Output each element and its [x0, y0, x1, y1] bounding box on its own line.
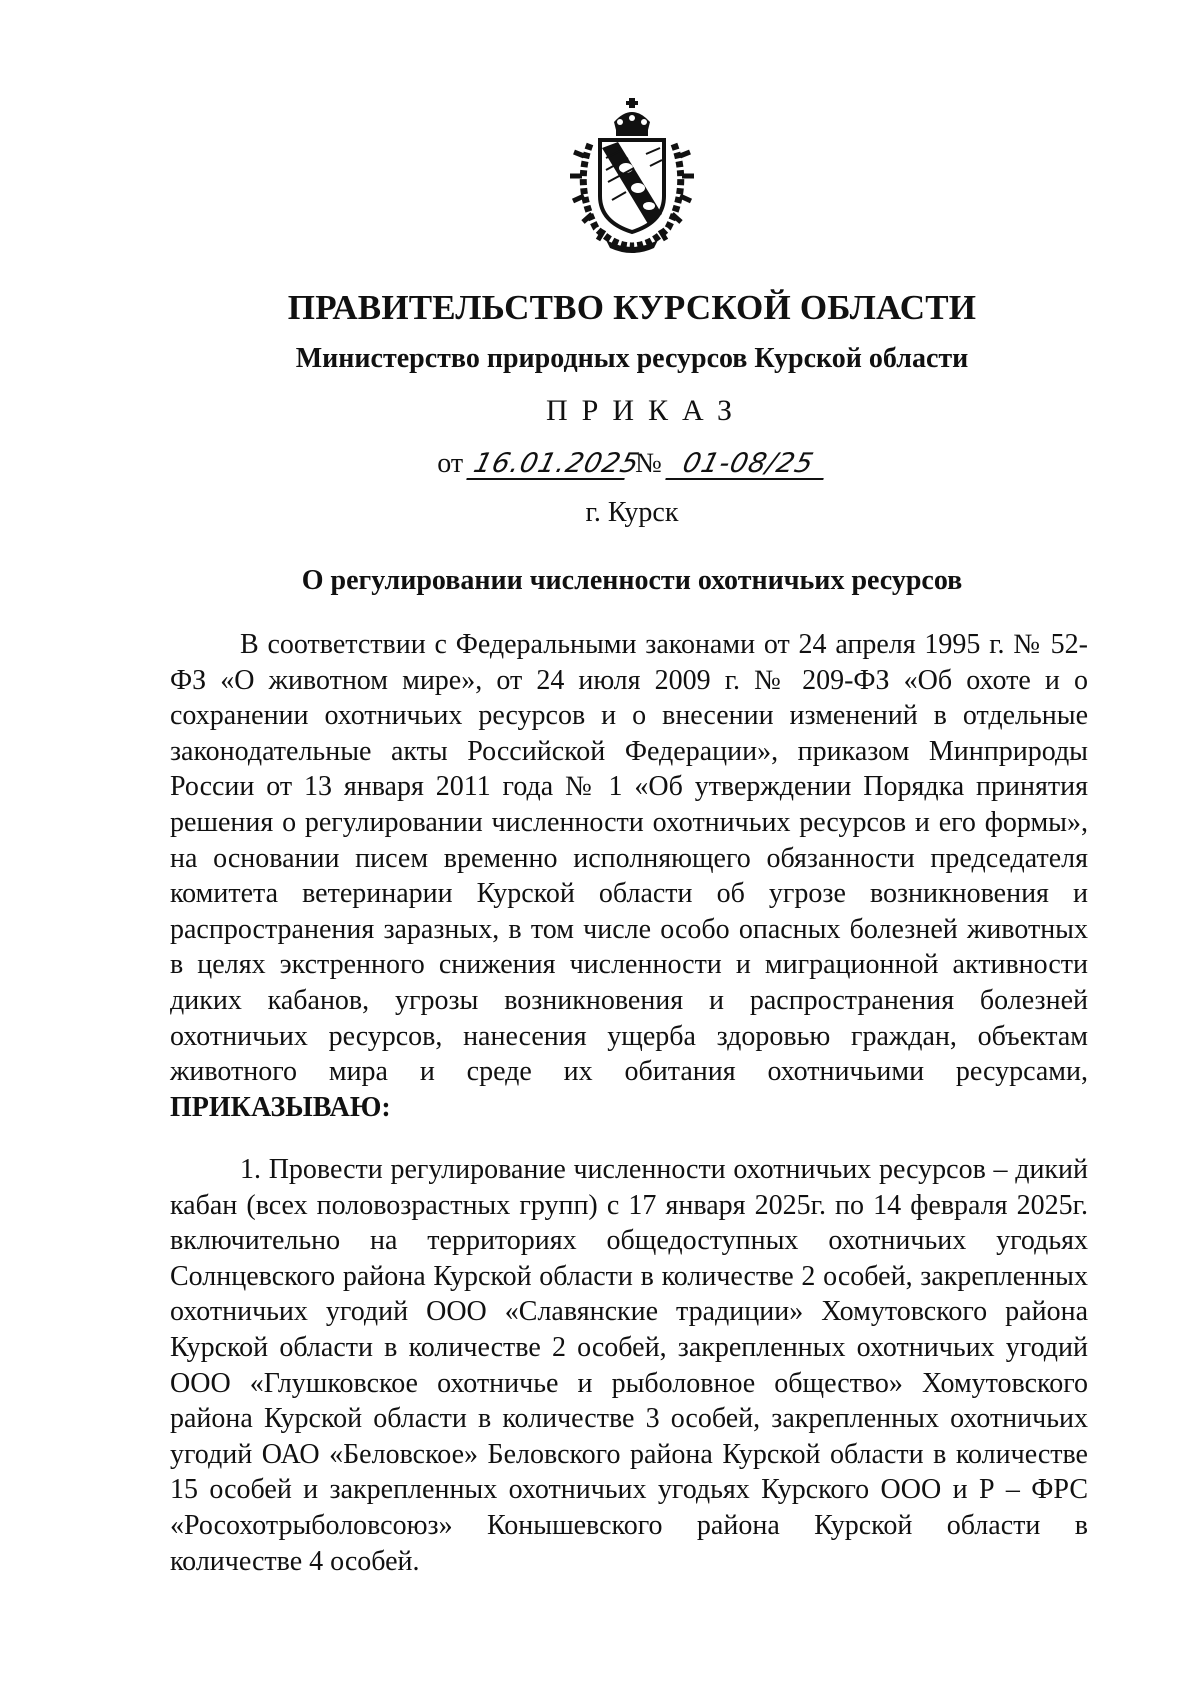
number-prefix: № [635, 448, 662, 479]
coat-of-arms-icon [562, 96, 702, 256]
city: г. Курск [585, 497, 679, 528]
ministry-name: Министерство природных ресурсов Курской области [295, 343, 969, 374]
preamble-text: В соответствии с Федеральными законами от 24 апреля 1995 г. № 52-ФЗ «О животном мире», от 24 июля 2009 г. № 209-ФЗ «Об охоте и о сохранении охотничьих ресурсов и о внесении изменений в отдельные законодательные акты Российской Федерации», приказом Минприроды России от 13 января 2011 года № 1 «Об утверждении Порядка принятия решения о регулировании численности охотничьих ресурсов и его формы», на основании писем временно исполняющего обязанности председателя комитета ветеринарии Курской области об угрозе возникновения и распространения заразных, в том числе особо опасных болезней животных в целях экстренного снижения численности и миграционной активности диких кабанов, угрозы возникновения и распространения болезней охотничьих ресурсов, нанесения ущерба здоровью граждан, объектам животного мира и среде их обитания охотничьими ресурсами, [170, 629, 1088, 1088]
item-number: 1. [240, 1154, 261, 1185]
handwritten-number: 01-08/25 [665, 450, 830, 480]
order-subject: О регулировании численности охотничьих ресурсов [301, 565, 963, 596]
date-number-line [0, 448, 1200, 480]
handwritten-date: 16.01.2025 [466, 450, 631, 480]
order-word: ПРИКАЗЫВАЮ: [170, 1091, 391, 1123]
document-type: ПРИКАЗ [546, 394, 746, 427]
item-text: Провести регулирование численности охотничьих ресурсов – дикий кабан (всех половозрастных групп) с 17 января 2025г. по 14 февраля 2025г. включительно на территориях общедоступных охотничьих угодьях Солнцевского района Курской области в количестве 2 особей, закрепленных охотничьих угодий ООО «Славянские традиции» Хомутовского района Курской области в количестве 2 особей, закрепленных охотничьих угодий ООО «Глушковское охотничье и рыболовное общество» Хомутовского района Курской области в количестве 3 особей, закрепленных охотничьих угодий ОАО «Беловское» Беловского района Курской области в количестве 15 особей и закрепленных охотничьих угодьях Курского ООО и Р – ФРС «Росохотрыболовсоюз» Конышевского района Курской области в количестве 4 особей. [170, 1154, 1088, 1577]
date-prefix: от [437, 448, 464, 479]
government-title: ПРАВИТЕЛЬСТВО КУРСКОЙ ОБЛАСТИ [287, 288, 977, 327]
order-item [170, 1152, 1088, 1579]
preamble-paragraph [170, 627, 1088, 1125]
